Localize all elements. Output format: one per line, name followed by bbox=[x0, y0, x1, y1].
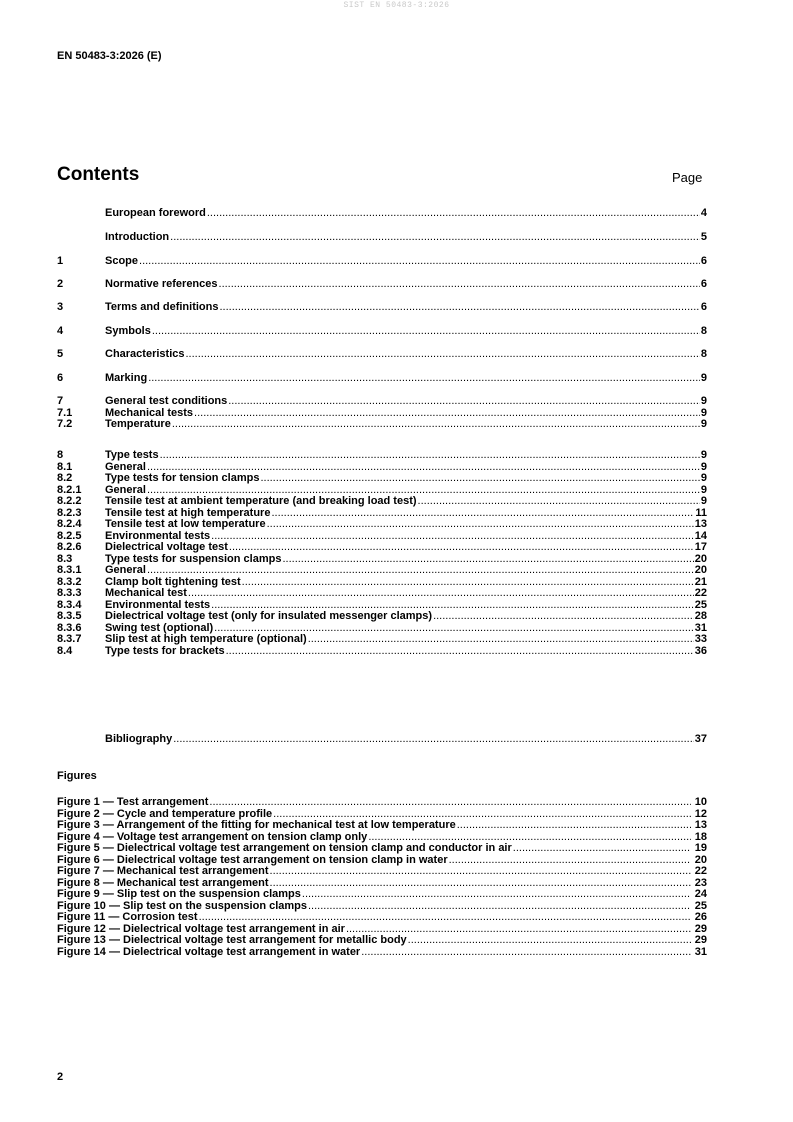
toc-entry-page: 9 bbox=[700, 460, 707, 473]
page-number: 2 bbox=[57, 1071, 64, 1083]
toc-entry-number: 4 bbox=[57, 325, 64, 337]
toc-entry[interactable] bbox=[57, 450, 707, 462]
toc-entry[interactable] bbox=[57, 611, 707, 623]
dot-leader bbox=[186, 349, 700, 361]
toc-entry-number: 8.3.7 bbox=[57, 633, 82, 645]
figure-entry[interactable] bbox=[57, 889, 707, 901]
dot-leader bbox=[207, 208, 700, 220]
toc-entry-number: 7.1 bbox=[57, 406, 73, 419]
dot-leader bbox=[194, 408, 700, 420]
toc-entry-title: Slip test at high temperature (optional) bbox=[105, 633, 307, 645]
figure-entry[interactable] bbox=[57, 947, 707, 959]
toc-entry-number: 8.3.3 bbox=[57, 587, 82, 599]
toc-entry-number: 8.3.2 bbox=[57, 575, 82, 588]
dot-leader bbox=[219, 302, 699, 314]
dot-leader bbox=[228, 396, 700, 408]
figure-entry-page: 23 bbox=[694, 876, 707, 889]
figure-entry-page: 20 bbox=[694, 853, 707, 866]
toc-entry-page: 33 bbox=[694, 633, 707, 645]
toc-entry[interactable] bbox=[57, 734, 707, 746]
dot-leader bbox=[148, 373, 700, 385]
toc-entry-page: 9 bbox=[700, 449, 707, 461]
toc-entry-number: 8.2.6 bbox=[57, 541, 82, 553]
toc-entry-page: 8 bbox=[700, 348, 707, 360]
dot-leader bbox=[219, 279, 700, 291]
toc-entry-number: 3 bbox=[57, 301, 64, 313]
toc-entry-title: Clamp bolt tightening test bbox=[105, 575, 241, 588]
toc-entry-page: 6 bbox=[700, 301, 707, 313]
toc-entry-number: 8.2.2 bbox=[57, 495, 82, 507]
toc-entry-title: General bbox=[105, 564, 146, 576]
dot-leader bbox=[229, 542, 694, 554]
toc-entry-page: 17 bbox=[694, 541, 707, 553]
figure-entry-page: 12 bbox=[694, 807, 707, 820]
figure-entry-title: Figure 6 — Dielectrical voltage test arrangement on tension clamp in water bbox=[57, 853, 448, 866]
figure-entry-page: 10 bbox=[694, 796, 707, 808]
dot-leader bbox=[270, 878, 691, 890]
figure-entry-title: Figure 9 — Slip test on the suspension clamps bbox=[57, 888, 301, 900]
toc-entry-title: Type tests for tension clamps bbox=[105, 472, 260, 484]
toc-entry-title: Bibliography bbox=[105, 733, 173, 745]
toc-entry-page: 37 bbox=[694, 733, 707, 745]
toc-entry-title: European foreword bbox=[105, 207, 206, 219]
toc-entry-page: 36 bbox=[694, 644, 707, 657]
dot-leader bbox=[172, 419, 700, 431]
toc-entry-number: 8.2 bbox=[57, 472, 73, 484]
dot-leader bbox=[308, 634, 694, 646]
figure-entry[interactable] bbox=[57, 797, 707, 809]
toc-entry-title: Type tests bbox=[105, 449, 159, 461]
figure-entry-title: Figure 1 — Test arrangement bbox=[57, 796, 209, 808]
figure-entry-title: Figure 5 — Dielectrical voltage test arrangement on tension clamp and conductor in air bbox=[57, 842, 512, 854]
document-id: EN 50483-3:2026 (E) bbox=[57, 50, 162, 62]
toc-entry-title: Normative references bbox=[105, 278, 218, 290]
toc-entry[interactable] bbox=[57, 302, 707, 314]
toc-entry-title: Environmental tests bbox=[105, 529, 211, 542]
toc-entry[interactable] bbox=[57, 279, 707, 291]
toc-entry-title: Introduction bbox=[105, 231, 170, 243]
figure-entry-page: 25 bbox=[694, 899, 707, 912]
toc-entry-number: 6 bbox=[57, 372, 64, 384]
toc-entry-page: 9 bbox=[700, 418, 707, 430]
toc-entry-title: Environmental tests bbox=[105, 598, 211, 611]
dot-leader bbox=[433, 611, 694, 623]
toc-entry[interactable] bbox=[57, 349, 707, 361]
figure-entry-title: Figure 14 — Dielectrical voltage test arrangement in water bbox=[57, 945, 361, 958]
toc-entry[interactable] bbox=[57, 519, 707, 531]
toc-entry-number: 8.3.6 bbox=[57, 621, 82, 634]
figures-heading: Figures bbox=[57, 770, 97, 782]
toc-entry[interactable] bbox=[57, 232, 707, 244]
toc-entry-number: 8.1 bbox=[57, 460, 73, 473]
figure-entry-page: 22 bbox=[694, 865, 707, 877]
toc-entry[interactable] bbox=[57, 634, 707, 646]
toc-entry-title: Type tests for brackets bbox=[105, 644, 225, 657]
toc-entry-title: Scope bbox=[105, 255, 139, 267]
toc-entry[interactable] bbox=[57, 646, 707, 658]
toc-entry-title: Dielectrical voltage test bbox=[105, 541, 228, 553]
toc-entry-number: 8.3.5 bbox=[57, 610, 82, 622]
toc-entry-page: 8 bbox=[700, 325, 707, 337]
toc-entry[interactable] bbox=[57, 208, 707, 220]
toc-entry-title: Tensile test at ambient temperature (and breaking load test) bbox=[105, 495, 417, 507]
toc-entry-number: 8.2.3 bbox=[57, 506, 82, 519]
toc-entry-page: 5 bbox=[700, 231, 707, 243]
toc-entry-page: 20 bbox=[694, 564, 707, 576]
dot-leader bbox=[302, 889, 691, 901]
dot-leader bbox=[209, 797, 690, 809]
toc-entry-page: 9 bbox=[700, 406, 707, 419]
toc-entry-number: 7 bbox=[57, 395, 64, 407]
toc-entry-number: 8 bbox=[57, 449, 64, 461]
toc-entry[interactable] bbox=[57, 542, 707, 554]
toc-entry[interactable] bbox=[57, 256, 707, 268]
toc-entry-page: 13 bbox=[694, 518, 707, 530]
toc-entry-number: 8.4 bbox=[57, 644, 73, 657]
dot-leader bbox=[139, 256, 700, 268]
figure-entry-page: 26 bbox=[694, 911, 707, 923]
figure-entry-page: 24 bbox=[694, 888, 707, 900]
dot-leader bbox=[260, 473, 699, 485]
toc-entry-title: Type tests for suspension clamps bbox=[105, 552, 282, 565]
toc-entry-page: 11 bbox=[695, 506, 707, 519]
figure-entry-page: 19 bbox=[694, 842, 707, 854]
toc-entry-number: 8.3.4 bbox=[57, 598, 82, 611]
toc-entry-page: 4 bbox=[700, 207, 707, 219]
figure-entry[interactable] bbox=[57, 843, 707, 855]
watermark: SIST EN 50483-3:2026 bbox=[343, 1, 450, 10]
figure-entry-title: Figure 12 — Dielectrical voltage test arrangement in air bbox=[57, 922, 345, 935]
toc-entry-page: 6 bbox=[700, 255, 707, 267]
toc-entry[interactable] bbox=[57, 496, 707, 508]
figure-entry-title: Figure 13 — Dielectrical voltage test arrangement for metallic body bbox=[57, 934, 407, 946]
toc-entry-page: 9 bbox=[700, 372, 707, 384]
toc-entry-page: 9 bbox=[700, 472, 707, 484]
toc-entry-number: 8.2.4 bbox=[57, 518, 82, 530]
dot-leader bbox=[282, 554, 693, 566]
toc-entry-number: 1 bbox=[57, 255, 64, 267]
dot-leader bbox=[308, 901, 691, 913]
dot-leader bbox=[361, 947, 691, 959]
toc-entry-page: 9 bbox=[700, 483, 707, 496]
figure-entry-page: 29 bbox=[694, 934, 707, 946]
toc-entry-title: Marking bbox=[105, 372, 148, 384]
toc-entry-number: 8.3 bbox=[57, 552, 73, 565]
toc-entry[interactable] bbox=[57, 396, 707, 408]
toc-entry-number: 8.2.5 bbox=[57, 529, 82, 542]
dot-leader bbox=[270, 866, 691, 878]
toc-entry-page: 6 bbox=[700, 278, 707, 290]
toc-entry-number: 7.2 bbox=[57, 418, 73, 430]
dot-leader bbox=[449, 855, 691, 867]
figure-entry-title: Figure 2 — Cycle and temperature profile bbox=[57, 807, 273, 820]
toc-entry-number: 8.3.1 bbox=[57, 564, 82, 576]
dot-leader bbox=[211, 531, 694, 543]
figure-entry-title: Figure 4 — Voltage test arrangement on tension clamp only bbox=[57, 830, 368, 843]
dot-leader bbox=[199, 912, 691, 924]
dot-leader bbox=[170, 232, 700, 244]
toc-entry[interactable] bbox=[57, 326, 707, 338]
toc-entry-title: Tensile test at high temperature bbox=[105, 506, 271, 519]
toc-entry-page: 9 bbox=[700, 395, 707, 407]
figure-entry-title: Figure 7 — Mechanical test arrangement bbox=[57, 865, 269, 877]
toc-entry-title: Swing test (optional) bbox=[105, 621, 214, 634]
toc-entry-title: General bbox=[105, 460, 146, 473]
figure-entry-page: 13 bbox=[694, 819, 707, 831]
dot-leader bbox=[513, 843, 691, 855]
toc-entry-page: 21 bbox=[694, 575, 707, 588]
toc-entry-title: Mechanical tests bbox=[105, 406, 194, 419]
contents-title: Contents bbox=[57, 164, 140, 185]
toc-entry-title: Terms and definitions bbox=[105, 301, 219, 313]
dot-leader bbox=[457, 820, 691, 832]
dot-leader bbox=[173, 734, 694, 746]
dot-leader bbox=[152, 326, 700, 338]
figure-entry-title: Figure 3 — Arrangement of the fitting for mechanical test at low temperature bbox=[57, 819, 456, 831]
toc-entry-number: 5 bbox=[57, 348, 64, 360]
toc-entry-page: 9 bbox=[700, 495, 707, 507]
dot-leader bbox=[160, 450, 700, 462]
figure-entry-page: 31 bbox=[694, 945, 707, 958]
figure-entry[interactable] bbox=[57, 820, 707, 832]
toc-entry-title: Mechanical test bbox=[105, 587, 187, 599]
toc-entry-title: Temperature bbox=[105, 418, 171, 430]
toc-entry-title: Tensile test at low temperature bbox=[105, 518, 266, 530]
toc-entry[interactable] bbox=[57, 554, 707, 566]
toc-entry-title: Dielectrical voltage test (only for insulated messenger clamps) bbox=[105, 610, 433, 622]
figure-entry-page: 29 bbox=[694, 922, 707, 935]
toc-entry-title: Characteristics bbox=[105, 348, 185, 360]
toc-entry-page: 14 bbox=[694, 529, 707, 542]
dot-leader bbox=[267, 519, 694, 531]
toc-entry[interactable] bbox=[57, 419, 707, 431]
toc-entry-page: 28 bbox=[694, 610, 707, 622]
toc-entry[interactable] bbox=[57, 588, 707, 600]
toc-entry-title: General test conditions bbox=[105, 395, 228, 407]
toc-entry-number: 8.2.1 bbox=[57, 483, 82, 496]
dot-leader bbox=[408, 935, 691, 947]
dot-leader bbox=[242, 577, 694, 589]
toc-entry[interactable] bbox=[57, 565, 707, 577]
toc-entry[interactable] bbox=[57, 373, 707, 385]
figure-entry[interactable] bbox=[57, 866, 707, 878]
dot-leader bbox=[418, 496, 700, 508]
toc-entry[interactable] bbox=[57, 473, 707, 485]
toc-entry-title: Symbols bbox=[105, 325, 151, 337]
toc-entry-page: 25 bbox=[694, 598, 707, 611]
figure-entry-page: 18 bbox=[694, 830, 707, 843]
dot-leader bbox=[226, 646, 694, 658]
page-column-label: Page bbox=[672, 170, 703, 185]
toc-entry-number: 2 bbox=[57, 278, 64, 290]
figure-entry[interactable] bbox=[57, 935, 707, 947]
toc-entry-title: General bbox=[105, 483, 146, 496]
toc-entry-page: 22 bbox=[694, 587, 707, 599]
toc-entry-page: 31 bbox=[694, 621, 707, 634]
figure-entry[interactable] bbox=[57, 912, 707, 924]
figure-entry-title: Figure 8 — Mechanical test arrangement bbox=[57, 876, 269, 889]
dot-leader bbox=[188, 588, 694, 600]
figure-entry-title: Figure 10 — Slip test on the suspension clamps bbox=[57, 899, 307, 912]
dot-leader bbox=[271, 508, 694, 520]
dot-leader bbox=[147, 565, 694, 577]
figure-entry-title: Figure 11 — Corrosion test bbox=[57, 911, 198, 923]
toc-entry-page: 20 bbox=[694, 552, 707, 565]
